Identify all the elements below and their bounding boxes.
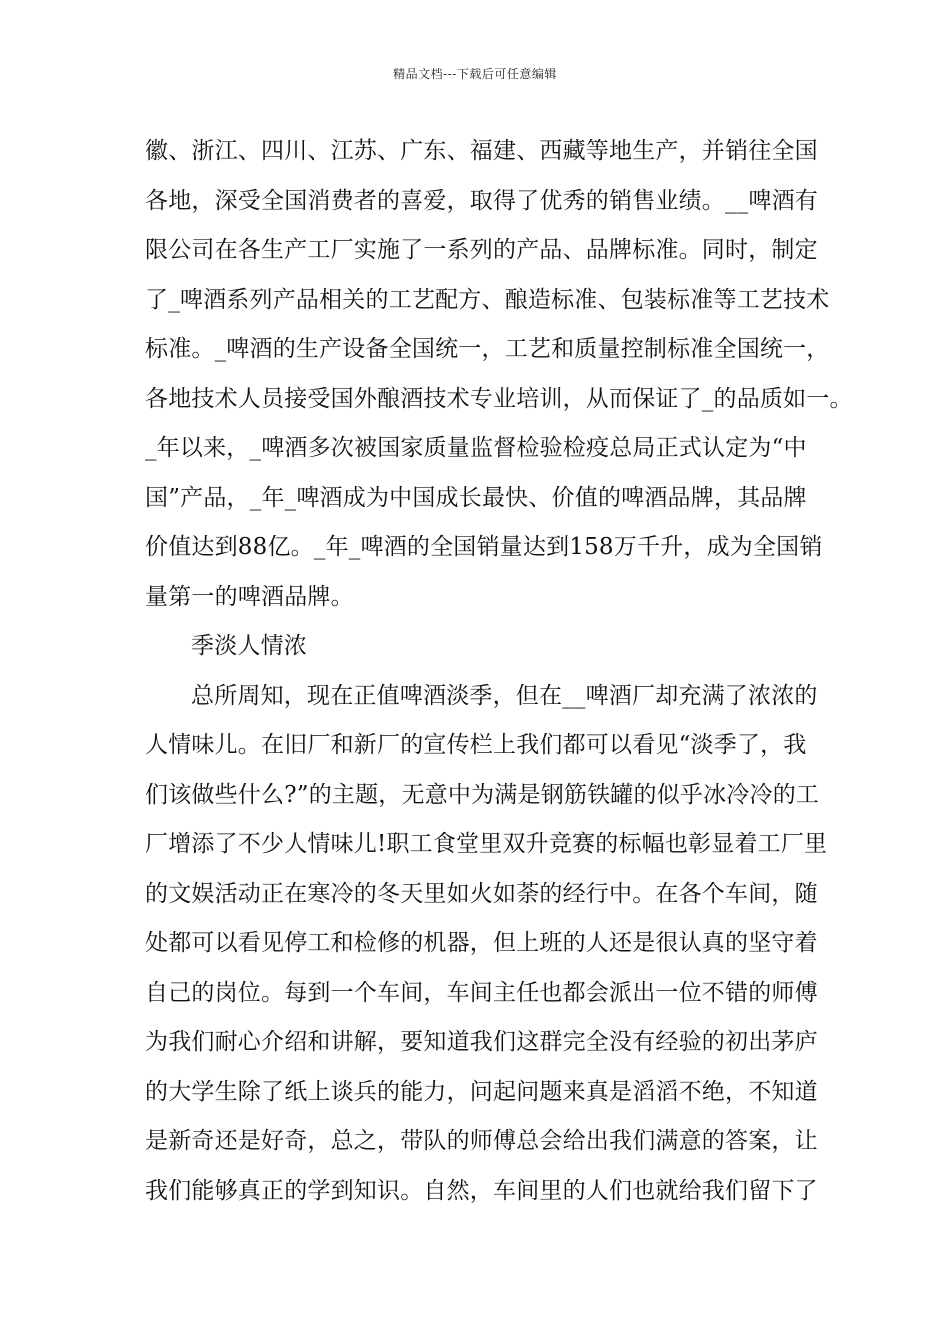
section-heading: 季淡人情浓 <box>191 633 307 659</box>
text-line: 标准。_啤酒的生产设备全国统一，工艺和质量控制标准全国统一， <box>145 336 830 362</box>
text-line: 人情味儿。在旧厂和新厂的宣传栏上我们都可以看见“淡季了，我 <box>145 732 807 758</box>
page-header: 精品文档---下载后可任意编辑 <box>393 67 557 81</box>
text-line: 各地技术人员接受国外酿酒技术专业培训，从而保证了_的品质如一。 <box>145 385 853 412</box>
text-line: 为我们耐心介绍和讲解，要知道我们这群完全没有经验的初出茅庐 <box>145 1029 818 1055</box>
text-line: 了_啤酒系列产品相关的工艺配方、酿造标准、包装标准等工艺技术 <box>145 286 830 313</box>
text-line: 我们能够真正的学到知识。自然，车间里的人们也就给我们留下了 <box>145 1177 818 1204</box>
text-line: 国”产品，_年_啤酒成为中国成长最快、价值的啤酒品牌，其品牌 <box>145 484 807 511</box>
text-line: _年以来，_啤酒多次被国家质量监督检验检疫总局正式认定为“中 <box>145 435 807 461</box>
document-body <box>145 132 853 1221</box>
text-line: 限公司在各生产工厂实施了一系列的产品、品牌标准。同时，制定 <box>145 237 818 263</box>
text-line: 自己的岗位。每到一个车间，车间主任也都会派出一位不错的师傅 <box>145 979 818 1006</box>
text-line: 价值达到88亿。_年_啤酒的全国销量达到158万千升，成为全国销 <box>145 534 823 560</box>
text-line: 量第一的啤酒品牌。 <box>145 583 354 610</box>
text-line: 处都可以看见停工和检修的机器，但上班的人还是很认真的坚守着 <box>145 930 818 956</box>
text-line: 是新奇还是好奇，总之，带队的师傅总会给出我们满意的答案，让 <box>145 1128 818 1154</box>
text-line: 厂增添了不少人情味儿!职工食堂里双升竞赛的标幅也彰显着工厂里 <box>145 831 828 857</box>
paragraph-first-line: 总所周知，现在正值啤酒淡季，但在__啤酒厂却充满了浓浓的 <box>191 682 818 709</box>
text-line: 们该做些什么?”的主题，无意中为满是钢筋铁罐的似乎冰冷冷的工 <box>145 781 820 808</box>
text-line: 徽、浙江、四川、江苏、广东、福建、西藏等地生产，并销往全国 <box>145 138 818 164</box>
text-line: 各地，深受全国消费者的喜爱，取得了优秀的销售业绩。__啤酒有 <box>145 187 818 214</box>
text-line: 的大学生除了纸上谈兵的能力，问起问题来真是滔滔不绝，不知道 <box>145 1078 818 1105</box>
text-line: 的文娱活动正在寒冷的冬天里如火如荼的经行中。在各个车间，随 <box>145 880 818 907</box>
